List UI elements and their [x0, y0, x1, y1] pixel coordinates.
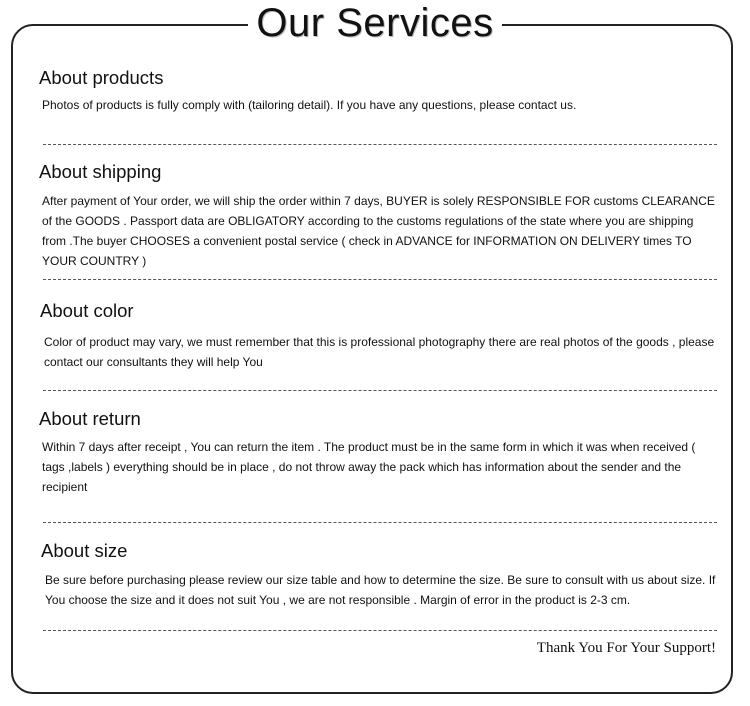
section-shipping: [39, 161, 715, 271]
section-return: [39, 408, 715, 497]
section-color: [40, 300, 716, 372]
section-body: Color of product may vary, we must remember that this is professional photography there are real photos of the goods , please contact our consultants they will help You: [44, 335, 715, 369]
section-heading: About shipping: [39, 161, 162, 182]
dashed-divider: [43, 390, 717, 391]
dashed-divider: [43, 522, 717, 523]
section-heading: About products: [39, 67, 164, 88]
section-products: [39, 67, 709, 115]
dashed-divider: [43, 144, 717, 145]
section-size: [41, 540, 717, 610]
section-heading: About color: [40, 300, 134, 321]
section-body: Be sure before purchasing please review our size table and how to determine the size. Be sure to consult with us about size. If You choose the size and it does not suit You , we are not responsible . Margin of error in the product is 2-3 cm.: [45, 573, 716, 607]
thank-you-note: Thank You For Your Support!: [536, 640, 716, 656]
section-body: Within 7 days after receipt , You can return the item . The product must be in the same form in which it was when received ( tags ,labels ) everything should be in place , do not throw away the pack which has information about the sender and the recipient: [42, 440, 696, 494]
section-heading: About return: [39, 408, 141, 429]
section-heading: About size: [41, 540, 128, 561]
page-title: Our Services: [248, 0, 501, 46]
dashed-divider: [43, 279, 717, 280]
dashed-divider: [43, 630, 717, 631]
title-wrap: [0, 0, 750, 46]
section-body: After payment of Your order, we will ship the order within 7 days, BUYER is solely RESPONSIBLE FOR customs CLEARANCE of the GOODS . Passport data are OBLIGATORY according to the customs regulations of the state where you are shipping from .The buyer CHOOSES a convenient postal service ( check in ADVANCE for INFORMATION ON DELIVERY times TO YOUR COUNTRY ): [42, 194, 715, 268]
section-body: Photos of products is fully comply with (tailoring detail). If you have any questions, please contact us.: [42, 98, 577, 112]
